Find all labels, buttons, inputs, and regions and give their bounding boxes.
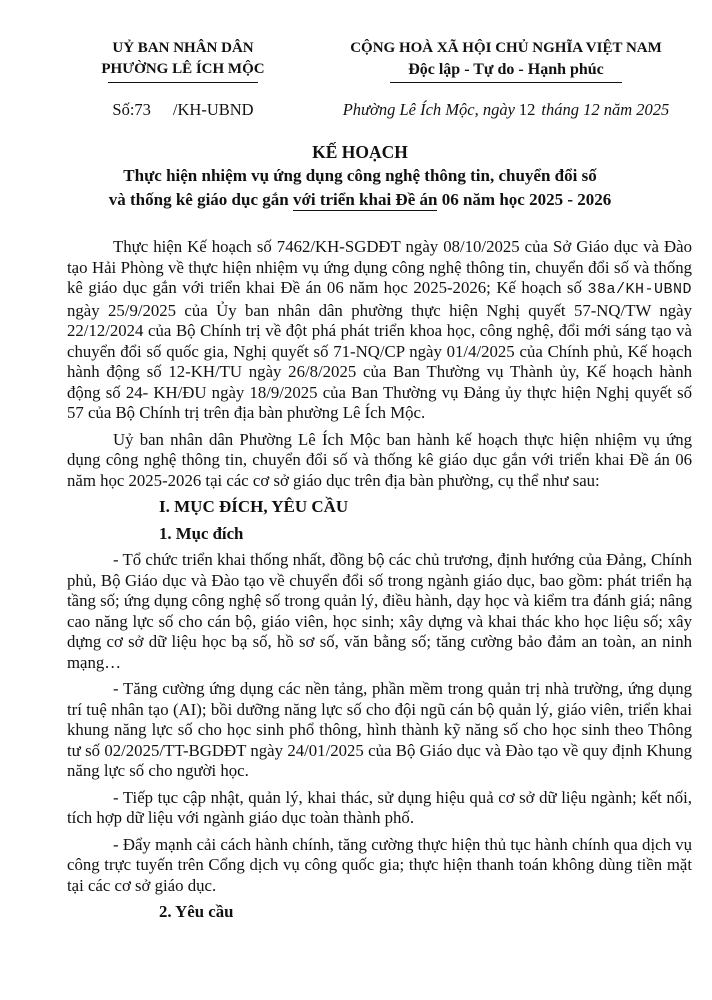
- issuing-authority-line2: PHƯỜNG LÊ ÍCH MỘC: [101, 61, 265, 77]
- document-number-suffix: /KH-UBND: [172, 100, 254, 119]
- issuing-authority-line1: UỶ BAN NHÂN DÂN: [112, 40, 254, 56]
- bullet-item: - Tổ chức triển khai thống nhất, đồng bộ các chủ trương, định hướng của Đảng, Chính phủ, Bộ Giáo dục và Đào tạo về chuyển đổi số trong ngành giáo dục, bao gồm: phát triển hạ tầng số; ứng dụng công nghệ số trong quản lý, điều hành, dạy học và kiểm tra đánh giá; nâng cao năng lực số cho cán bộ, giáo viên, học sinh; xây dựng và khai thác kho học liệu số; xây dựng cơ sở dữ liệu học bạ số, hồ sơ số, văn bằng số; tăng cường bảo đảm an toàn, an ninh mạng…: [67, 550, 692, 672]
- document-number-prefix: Số:73: [112, 100, 151, 119]
- paragraph-issuance: Uỷ ban nhân dân Phường Lê Ích Mộc ban hành kế hoạch thực hiện nhiệm vụ ứng dụng công nghệ thông tin, chuyển đổi số và thống kê giáo dục gắn với triển khai Đề án 06 năm học 2025-2026 tại các cơ sở giáo dục trên địa bàn phường, cụ thể như sau:: [67, 429, 692, 490]
- bullet-item: - Tiếp tục cập nhật, quản lý, khai thác, sử dụng hiệu quả cơ sở dữ liệu ngành; kết nối, tích hợp dữ liệu với ngành giáo dục toàn thành phố.: [67, 787, 692, 827]
- motto-underline: [390, 82, 622, 83]
- section-heading-purpose-requirements: I. MỤC ĐÍCH, YÊU CẦU: [159, 497, 349, 516]
- subtitle-segment-underlined: với triển khai Đề án: [292, 190, 438, 209]
- referenced-plan-number: 38a/KH-UBND: [587, 281, 692, 298]
- subtitle-segment-a: và thống kê giáo dục gắn: [108, 190, 293, 209]
- plan-subtitle-line1: Thực hiện nhiệm vụ ứng dụng công nghệ thông tin, chuyển đổi số: [123, 166, 597, 185]
- date-month-year: tháng 12 năm 2025: [541, 100, 670, 119]
- plan-title-block: [40, 140, 680, 212]
- national-header-block: [318, 38, 694, 83]
- national-motto: Độc lập - Tự do - Hạnh phúc: [408, 61, 604, 78]
- subsection-heading-purpose: 1. Mục đích: [159, 523, 244, 543]
- issuing-authority-block: [52, 38, 314, 83]
- plan-title: KẾ HOẠCH: [312, 142, 408, 162]
- date-place: Phường Lê Ích Mộc, ngày: [342, 100, 515, 119]
- paragraph-1-part-b: ngày 25/9/2025 của Ủy ban nhân dân phường thực hiện Nghị quyết 57-NQ/TW ngày 22/12/2024 của Bộ Chính trị về đột phá phát triển khoa học, công nghệ, đổi mới sáng tạo và chuyển đổi số quốc gia, Nghị quyết số 71-NQ/CP ngày 01/4/2025 của Chính phủ, Kế hoạch hành động số 12-KH/TU ngày 26/8/2025 của Ban Thường vụ Thành ủy, Kế hoạch hành động số 24- KH/ĐU ngày 18/9/2025 của Ban Thường vụ Đảng ủy thực hiện Nghị quyết số 57 của Bộ Chính trị trên địa bàn phường Lê Ích Mộc.: [67, 300, 692, 422]
- paragraph-1-part-a: Thực hiện Kế hoạch số 7462/KH-SGDĐT ngày 08/10/2025 của Sở Giáo dục và Đào tạo Hải Phòng về thực hiện nhiệm vụ ứng dụng công nghệ thông tin, chuyển đổi số và thống kê giáo dục gắn với triển khai Đề án 06 năm học 2025-2026; Kế hoạch số: [67, 237, 692, 297]
- plan-subtitle-line2: [40, 188, 680, 212]
- place-date-line: [318, 100, 694, 120]
- national-title: CỘNG HOÀ XÃ HỘI CHỦ NGHĨA VIỆT NAM: [350, 40, 662, 56]
- paragraph-legal-basis: [67, 237, 692, 424]
- document-number: [52, 100, 314, 120]
- bullet-item: - Tăng cường ứng dụng các nền tảng, phần mềm trong quản trị nhà trường, ứng dụng trí tuệ nhân tạo (AI); bồi dưỡng năng lực số cho đội ngũ cán bộ quản lý, giáo viên, triển khai khung năng lực số cho học sinh phổ thông, hình thành kỹ năng số cho học sinh theo Thông tư số 02/2025/TT-BGDĐT ngày 24/01/2025 của Bộ Giáo dục và Đào tạo về quy định Khung năng lực số cho người học.: [67, 679, 692, 780]
- authority-underline: [108, 82, 258, 83]
- subsection-heading-requirements: 2. Yêu cầu: [159, 902, 234, 921]
- document-body: [0, 237, 712, 923]
- bullet-item: - Đẩy mạnh cải cách hành chính, tăng cường thực hiện thủ tục hành chính qua dịch vụ công trực tuyến trên Cổng dịch vụ công quốc gia; thực hiện thanh toán không dùng tiền mặt tại các cơ sở giáo dục.: [67, 834, 692, 895]
- subtitle-segment-c: 06 năm học 2025 - 2026: [437, 190, 612, 209]
- date-day: 12: [518, 100, 536, 119]
